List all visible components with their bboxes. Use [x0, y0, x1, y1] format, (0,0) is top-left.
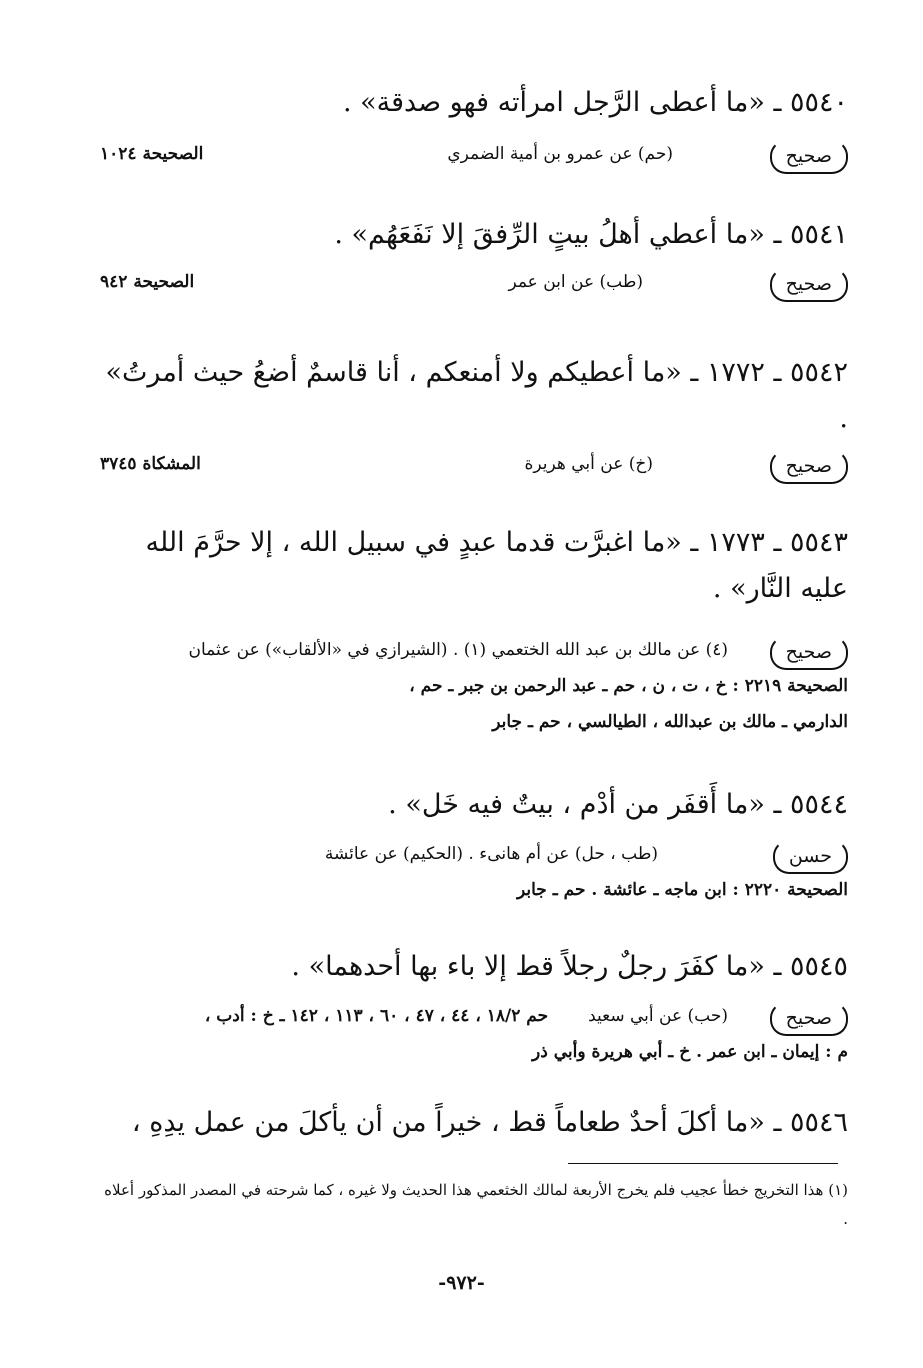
grade-badge: صحيح [770, 1002, 848, 1036]
hadith-text: ٥٥٤١ ـ «ما أعطي أهلُ بيتٍ الرِّفقَ إلا نَفَعَهُم» . [334, 219, 848, 250]
reference-text: المشكاة ٣٧٤٥ [100, 454, 201, 474]
grade-badge: صحيح [770, 140, 848, 174]
hadith-meta [100, 140, 848, 174]
source-text: (حم) عن عمرو بن أمية الضمري [447, 144, 673, 164]
source-text: (طب ، حل) عن أم هانىء . (الحكيم) عن عائشة [324, 844, 658, 864]
reference-text: الدارمي ـ مالك بن عبدالله ، الطيالسي ، حم ـ جابر [492, 712, 848, 732]
hadith-meta [100, 268, 848, 302]
hadith-text: ٥٥٤٣ ـ ١٧٧٣ ـ «ما اغبرَّت قدما عبدٍ في سبيل الله ، إلا حرَّمَ الله عليه النَّار» . [145, 527, 848, 604]
reference-text: م : إيمان ـ ابن عمر . خ ـ أبي هريرة وأبي ذر [532, 1042, 848, 1062]
footnote: (١) هذا التخريج خطأ عجيب فلم يخرج الأربعة لمالك الخثعمي هذا الحديث ولا غيره ، كما شرحته في المصدر المذكور أعلاه . [104, 1181, 848, 1228]
hadith-meta [100, 450, 848, 484]
hadith-meta [100, 632, 848, 740]
grade-badge: صحيح [770, 450, 848, 484]
hadith-text: ٥٥٤٥ ـ «ما كفَرَ رجلٌ رجلاً قط إلا باء بها أحدهما» . [291, 951, 848, 982]
footnote-divider [568, 1163, 838, 1164]
grade-badge: حسن [773, 840, 848, 874]
source-text: (طب) عن ابن عمر [508, 272, 643, 292]
hadith-meta [100, 836, 848, 908]
reference-text: الصحيحة ٩٤٢ [100, 272, 195, 292]
source-text: (٤) عن مالك بن عبد الله الختعمي (١) . (الشيرازي في «الألقاب») عن عثمان [188, 640, 728, 660]
reference-text: الصحيحة ١٠٢٤ [100, 144, 204, 164]
hadith-text: ٥٥٤٤ ـ «ما أَقفَر من أدْم ، بيتٌ فيه خَل» . [388, 789, 848, 820]
reference-text: حم ١٨/٢ ، ٤٤ ، ٤٧ ، ٦٠ ، ١١٣ ، ١٤٢ ـ خ : أدب ، [204, 1006, 549, 1026]
hadith-text: ٥٥٤٢ ـ ١٧٧٢ ـ «ما أعطيكم ولا أمنعكم ، أنا قاسمٌ أضعُ حيث أمرتُ» . [105, 357, 848, 434]
reference-text: الصحيحة ٢٢٢٠ : ابن ماجه ـ عائشة . حم ـ جابر [517, 880, 848, 900]
reference-text: الصحيحة ٢٢١٩ : خ ، ت ، ن ، حم ـ عبد الرحمن بن جبر ـ حم ، [409, 676, 848, 696]
source-text: (خ) عن أبي هريرة [524, 454, 653, 474]
page-number: -٩٧٢- [438, 1272, 485, 1294]
source-text: (حب) عن أبي سعيد [588, 1006, 728, 1026]
hadith-text: ٥٥٤٦ ـ «ما أكلَ أحدٌ طعاماً قط ، خيراً من أن يأكلَ من عمل يدِهِ ، [131, 1107, 848, 1138]
source-ref-line [100, 998, 848, 1034]
hadith-meta [100, 998, 848, 1070]
grade-badge: صحيح [770, 636, 848, 670]
hadith-text: ٥٥٤٠ ـ «ما أعطى الرَّجل امرأته فهو صدقة» . [342, 87, 848, 118]
grade-badge: صحيح [770, 268, 848, 302]
